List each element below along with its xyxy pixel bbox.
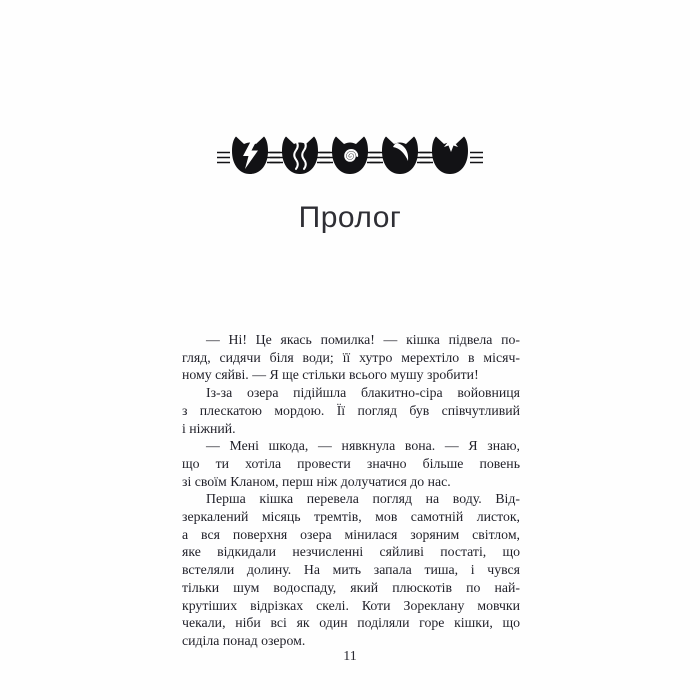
text-line: зеркалений місяць тремтів, мов самотній листок,: [182, 509, 520, 525]
text-line: Із-за озера підійшла блакитно-сіра войовниця: [206, 385, 520, 401]
page-title: Пролог: [298, 201, 402, 234]
cat-spiral-icon: [317, 137, 383, 175]
text-line: з плескатою мордою. Її погляд був співчутливий: [182, 402, 520, 418]
text-line: гляд, сидячи біля води; її хутро мерехтіло в місяч-: [182, 349, 520, 365]
text-line: чекали, ніби всі як один поділяли горе кішки, що: [182, 615, 520, 631]
clan-icons-row: [0, 134, 700, 176]
text-line: Перша кішка перевела погляд на воду. Від-: [206, 491, 520, 507]
text-line: ному сяйві. — Я ще стільки всього мушу зробити!: [182, 367, 479, 383]
text-line: встеляли долину. На мить запала тиша, і чувся: [182, 562, 520, 578]
text-line: зі своїм Кланом, перш ніж долучатися до нас.: [182, 473, 451, 489]
text-line: що ти хотіла провести значно більше повень: [182, 455, 520, 471]
cat-bird-icon: [417, 137, 483, 175]
text-line: — Мені шкода, — нявкнула вона. — Я знаю,: [206, 438, 520, 454]
text-line: яке відкидали незчисленні сяйливі постаті, що: [182, 544, 520, 560]
text-line: тільки шум водоспаду, який плюскотів по най-: [182, 579, 520, 595]
text-block: [182, 331, 520, 650]
cat-lightning-icon: [217, 137, 283, 175]
clan-icons-graphic: [217, 134, 483, 176]
text-line: а вся поверхня озера мінилася зоряним світлом,: [182, 526, 520, 542]
page-number: 11: [343, 649, 357, 664]
text-line: і ніжний.: [182, 420, 236, 436]
cat-waves-icon: [267, 137, 333, 175]
text-line: сиділа понад озером.: [182, 632, 306, 648]
cat-claw-icon: [367, 137, 433, 175]
text-line: крутіших відрізках скелі. Коти Зореклану мовчки: [182, 597, 520, 613]
text-line: — Ні! Це якась помилка! — кішка підвела по-: [206, 332, 520, 347]
